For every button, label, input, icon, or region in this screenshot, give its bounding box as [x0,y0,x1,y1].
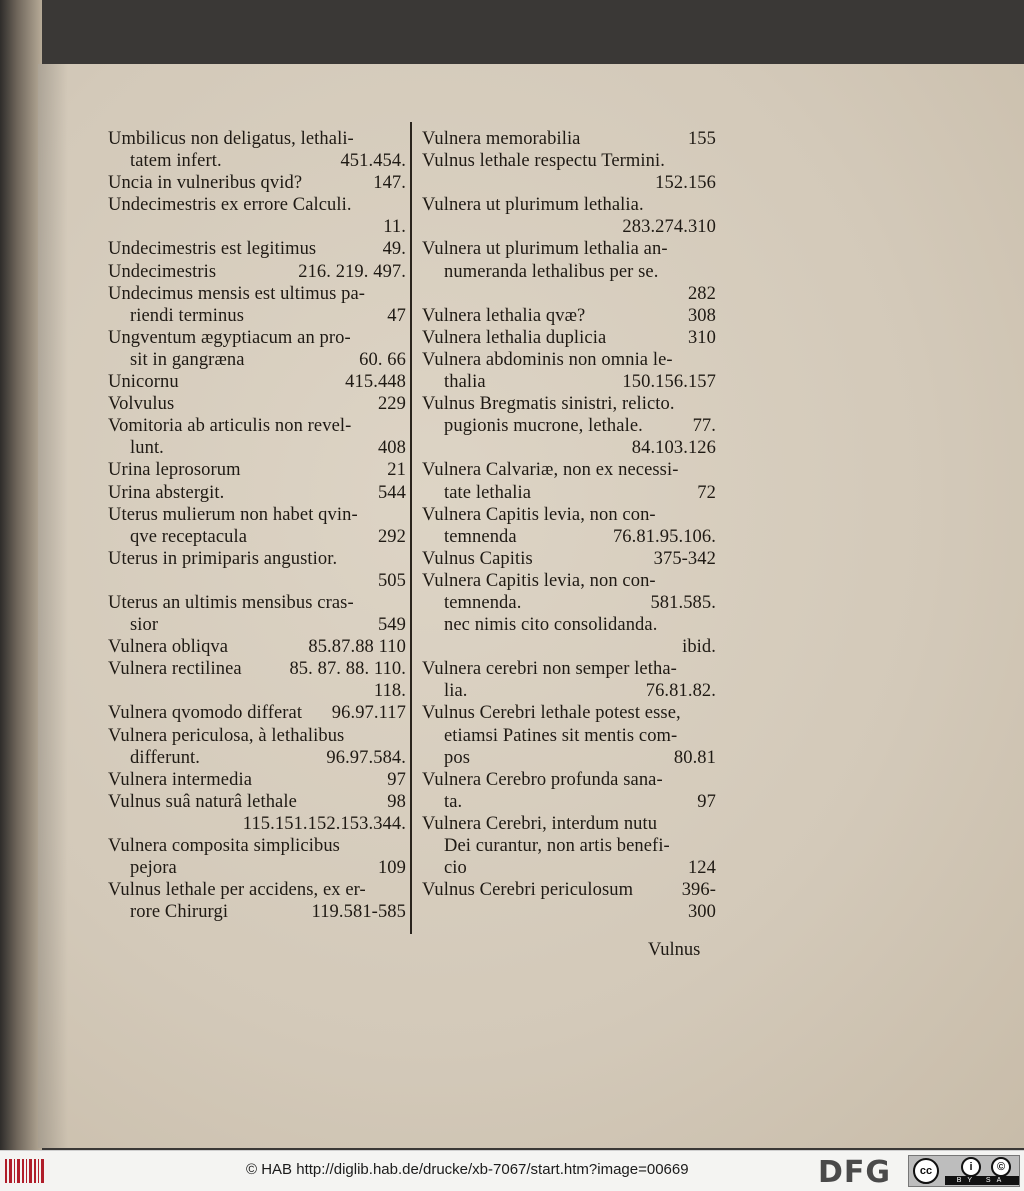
page-reference: 77. [692,416,716,437]
page-reference: 21 [387,460,406,481]
index-entry [422,238,716,282]
entry-heading: Vulnera memorabilia [422,129,581,149]
entry-heading: Vulnera obliqva [108,637,229,658]
index-entry [422,769,716,813]
page-reference: 109 [377,858,406,879]
entry-text: Undecimus mensis est ultimus pa- [108,283,366,304]
page-reference: 97 [697,791,716,812]
entry-text: Uterus an ultimis mensibus cras- [108,592,354,613]
index-entry [422,901,716,923]
entry-line [422,592,716,614]
entry-line [108,238,406,260]
barcode-icon [4,1157,46,1185]
entry-line [108,769,406,791]
entry-text: Umbilicus non deligatus, lethali- [108,129,354,149]
page-reference: 147. [373,173,406,194]
entry-heading: Volvulus [108,394,175,415]
index-entry [422,393,716,437]
entry-heading: Urina abstergit. [108,482,225,503]
page-reference: 85. 87. 88. 110. [289,659,406,680]
page-reference: 282 [687,283,716,304]
entry-line [108,150,406,172]
page-reference: 308 [687,305,716,326]
entry-text: Vulnus lethale per accidens, ex er- [108,880,366,901]
index-entry [108,702,406,724]
entry-heading: Vulnera lethalia qvæ? [422,305,586,326]
entry-heading: Uncia in vulneribus qvid? [108,173,303,194]
entry-continuation: ta. [444,791,463,812]
index-entry [108,725,406,769]
page-reference: 98 [387,791,406,812]
entry-text: Vulnera cerebri non semper letha- [422,659,677,680]
entry-line [422,680,716,702]
entry-line [108,791,406,813]
index-entry [108,393,406,415]
index-entry [422,504,716,548]
index-entry [422,614,716,636]
entry-line [108,393,406,415]
viewer-footer [0,1150,1024,1191]
index-column-left [108,128,406,923]
cc-license-badge[interactable] [908,1155,1020,1187]
page-reference: 84.103.126 [631,438,716,459]
index-entry [108,327,406,371]
entry-text: Vulnera Cerebro profunda sana- [422,769,663,790]
index-entry [108,813,406,835]
index-entry [422,879,716,901]
page-reference: 415.448 [345,372,406,393]
page-reference: 124 [687,858,716,879]
entry-continuation: pugionis mucrone, lethale. [444,416,643,437]
index-entry [108,835,406,879]
entry-continuation: sit in gangræna [130,349,245,370]
page-reference: 96.97.584. [326,747,406,768]
index-entry [108,172,406,194]
index-entry [108,592,406,636]
entry-line [422,327,716,349]
page-reference: 72 [697,482,716,503]
entry-line [108,371,406,393]
entry-continuation: cio [444,858,467,879]
entry-continuation: tatem infert. [130,151,222,172]
entry-continuation: rore Chirurgi [130,902,229,923]
catchword: Vulnus [648,940,701,960]
entry-continuation: riendi terminus [130,305,245,326]
entry-heading: Vulnus Cerebri periculosum [422,880,634,901]
page-reference: 115.151.152.153.344. [242,813,406,834]
page-reference: 76.81.82. [645,681,716,702]
index-entry [422,437,716,459]
attribution-link[interactable]: © HAB http://diglib.hab.de/drucke/xb-7067/start.htm?image=00669 [246,1161,689,1178]
entry-line [108,658,406,680]
entry-line [108,261,406,283]
entry-text: Vulnera Capitis levia, non con- [422,504,656,525]
page-reference: 150.156.157 [622,372,716,393]
entry-continuation: lia. [444,681,468,702]
entry-line [108,437,406,459]
index-entry [422,194,716,238]
cc-icon: cc [913,1158,939,1184]
page-reference: 292 [377,526,406,547]
entry-heading: nec nimis cito consolidanda. [444,615,658,636]
entry-line [422,305,716,327]
index-column-right [422,128,716,923]
page-reference: 11. [383,217,406,238]
entry-text: Vulnera Cerebri, interdum nutu [422,813,658,834]
page-reference: 408 [377,438,406,459]
index-entry [422,702,716,768]
index-entry [108,238,406,260]
entry-heading: Unicornu [108,372,179,393]
entry-text: Vulnus lethale respectu Termini. [422,151,665,172]
entry-line [108,459,406,481]
entry-line [422,548,716,570]
index-entry [108,548,406,592]
entry-line [108,901,406,923]
entry-text: Undecimestris ex errore Calculi. [108,195,352,216]
dfg-logo: DFG [818,1155,892,1190]
index-entry [108,636,406,658]
entry-line [108,614,406,636]
entry-continuation: qve receptacula [130,526,248,547]
entry-continuation: thalia [444,372,486,393]
page-reference: 96.97.117 [331,703,406,724]
entry-text: Dei curantur, non artis benefi- [444,836,670,856]
index-entry [108,283,406,327]
entry-line [422,415,716,437]
entry-line [422,747,716,769]
entry-line [422,791,716,813]
entry-text: etiamsi Patines sit mentis com- [444,725,678,746]
index-entry [422,305,716,327]
entry-text: Ungventum ægyptiacum an pro- [108,327,351,348]
entry-continuation: tate lethalia [444,482,532,503]
entry-continuation: temnenda [444,526,517,547]
index-entry [422,327,716,349]
page-reference: 549 [377,615,406,636]
index-entry [108,879,406,923]
index-entry [108,261,406,283]
page-reference: 155 [687,129,716,149]
entry-line [108,172,406,194]
entry-line [422,482,716,504]
entry-text: Uterus in primiparis angustior. [108,548,338,569]
entry-heading: Vulnus suâ naturâ lethale [108,791,297,812]
entry-text: Vulnera composita simplicibus [108,836,340,856]
index-entry [422,459,716,503]
page-reference: 152.156 [655,173,716,194]
index-entry [108,371,406,393]
entry-line [422,128,716,150]
page-reference: 47 [387,305,406,326]
entry-heading: Urina leprosorum [108,460,241,481]
index-entry [422,349,716,393]
entry-continuation: pos [444,747,470,768]
entry-heading: Vulnera lethalia duplicia [422,327,607,348]
entry-line [422,261,716,283]
page-reference: 60. 66 [359,349,406,370]
entry-continuation: pejora [130,858,177,879]
index-entry [108,128,406,172]
entry-line [422,371,716,393]
page-reference: 119.581-585 [311,902,406,923]
index-entry [108,658,406,680]
index-entry [422,283,716,305]
entry-line [108,482,406,504]
index-entry [108,459,406,481]
share-alike-icon: © [991,1157,1011,1177]
entry-heading: Vulnera rectilinea [108,659,242,680]
index-entry [422,548,716,570]
entry-text: Vulnera ut plurimum lethalia. [422,195,644,216]
index-entry [422,570,716,614]
entry-text: Vulnus Cerebri lethale potest esse, [422,703,681,724]
page-reference: 375-342 [653,548,716,569]
entry-line [108,747,406,769]
index-entry [422,150,716,194]
license-strip: BY SA [945,1176,1019,1185]
index-entry [422,128,716,150]
page-reference: 544 [377,482,406,503]
entry-continuation: lunt. [130,438,164,459]
page-reference: 300 [687,902,716,923]
index-entry [108,791,406,813]
entry-line [108,636,406,658]
entry-continuation: sior [130,615,159,636]
entry-text: Vulnera periculosa, à lethalibus [108,725,345,746]
page-reference: 85.87.88 110 [308,637,406,658]
gutter-shadow [38,64,68,1148]
entry-text: Vulnera Capitis levia, non con- [422,570,656,591]
entry-continuation: temnenda. [444,592,522,613]
page-reference: 451.454. [340,151,406,172]
index-entry [422,636,716,658]
page-reference: 49. [382,239,406,260]
entry-heading: Vulnera qvomodo differat [108,703,303,724]
entry-line [108,349,406,371]
entry-line [108,305,406,327]
entry-text: Uterus mulierum non habet qvin- [108,504,358,525]
entry-heading: Vulnus Capitis [422,548,533,569]
index-entry [422,813,716,879]
index-entry [108,680,406,702]
index-entry [108,504,406,548]
page-reference: 118. [373,681,406,702]
page-reference: 396- [681,880,716,901]
index-entry [108,415,406,459]
adjacent-page-edge [0,0,42,1150]
entry-continuation: numeranda lethalibus per se. [444,261,659,282]
entry-text: Vulnera abdominis non omnia le- [422,349,673,370]
entry-text: Vulnera Calvariæ, non ex necessi- [422,460,679,481]
index-entry [108,194,406,238]
entry-line [422,526,716,548]
entry-line [422,614,716,636]
page-reference: 76.81.95.106. [612,526,716,547]
attribution-icon: i [961,1157,981,1177]
entry-heading: Undecimestris est legitimus [108,239,317,260]
entry-text: Vulnus Bregmatis sinistri, relicto. [422,394,675,415]
page-reference: 229 [377,394,406,415]
page-reference: 581.585. [650,592,716,613]
index-entry [108,769,406,791]
page-reference: 97 [387,769,406,790]
entry-text: Vomitoria ab articulis non revel- [108,416,352,437]
entry-continuation: differunt. [130,747,201,768]
index-entry [422,658,716,702]
index-entry [108,482,406,504]
column-divider [410,122,412,934]
page-reference: 80.81 [673,747,716,768]
entry-line [108,526,406,548]
entry-text: Vulnera ut plurimum lethalia an- [422,239,668,260]
entry-line [108,702,406,724]
page-reference: 505 [377,570,406,591]
entry-line [422,857,716,879]
entry-heading: Undecimestris [108,261,217,282]
entry-line [108,857,406,879]
page-reference: 283.274.310 [622,217,716,238]
page-reference: 216. 219. 497. [298,261,406,282]
page-reference: 310 [687,327,716,348]
entry-heading: Vulnera intermedia [108,769,253,790]
entry-line [422,879,716,901]
page-reference: ibid. [682,637,716,658]
